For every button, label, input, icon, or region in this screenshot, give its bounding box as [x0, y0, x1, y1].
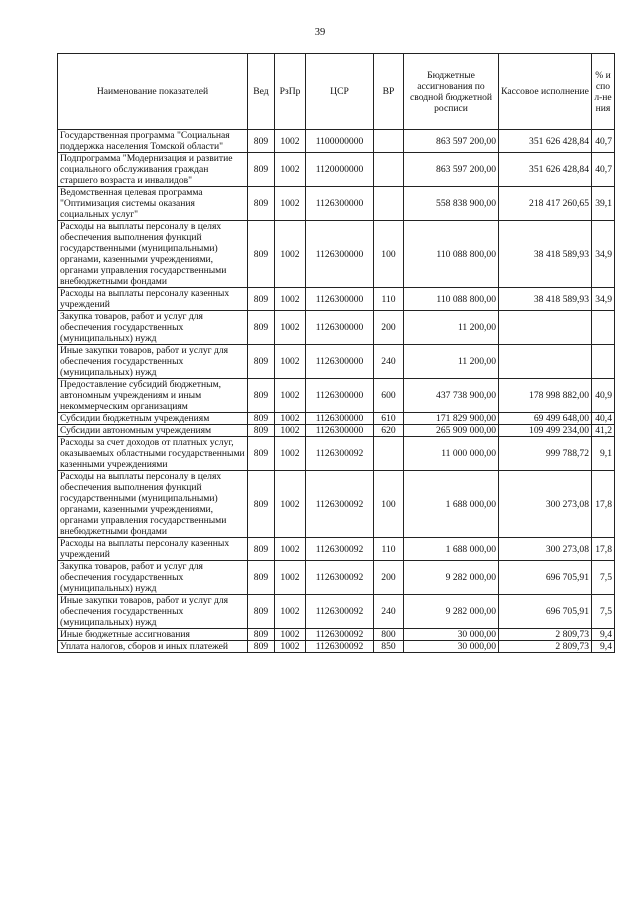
row-cash: 178 998 882,00 — [499, 379, 592, 413]
row-cash: 38 418 589,93 — [499, 288, 592, 311]
row-name: Иные бюджетные ассигнования — [58, 629, 248, 641]
row-rzpr: 1002 — [275, 311, 306, 345]
page-number: 39 — [314, 27, 326, 38]
row-percent: 40,4 — [592, 413, 615, 425]
row-cash: 351 626 428,84 — [499, 153, 592, 187]
row-budget: 1 688 000,00 — [404, 538, 499, 561]
row-vr: 610 — [374, 413, 404, 425]
row-name: Расходы на выплаты персоналу казенных учреждений — [58, 288, 248, 311]
row-ved: 809 — [248, 379, 275, 413]
row-cash: 696 705,91 — [499, 561, 592, 595]
row-vr: 240 — [374, 345, 404, 379]
row-budget: 9 282 000,00 — [404, 595, 499, 629]
row-percent: 7,5 — [592, 595, 615, 629]
header-ved: Вед — [248, 54, 275, 130]
row-csr: 1126300000 — [306, 187, 374, 221]
table-row — [58, 153, 615, 187]
row-ved: 809 — [248, 629, 275, 641]
row-name: Иные закупки товаров, работ и услуг для обеспечения государственных (муниципальных) нужд — [58, 345, 248, 379]
row-ved: 809 — [248, 288, 275, 311]
row-name: Расходы на выплаты персоналу в целях обеспечения выполнения функций государственными (муниципальными) органами, казенными учреждениями, органами управления государственными внебюджетными фондами — [58, 471, 248, 538]
table-row — [58, 471, 615, 538]
row-budget: 110 088 800,00 — [404, 221, 499, 288]
row-ved: 809 — [248, 311, 275, 345]
row-budget: 110 088 800,00 — [404, 288, 499, 311]
row-csr: 1126300092 — [306, 538, 374, 561]
row-ved: 809 — [248, 538, 275, 561]
row-vr: 110 — [374, 288, 404, 311]
row-name: Государственная программа "Социальная поддержка населения Томской области" — [58, 130, 248, 153]
header-csr: ЦСР — [306, 54, 374, 130]
row-vr: 240 — [374, 595, 404, 629]
row-rzpr: 1002 — [275, 641, 306, 653]
row-budget: 863 597 200,00 — [404, 153, 499, 187]
row-name: Подпрограмма "Модернизация и развитие социального обслуживания граждан старшего возраста и инвалидов" — [58, 153, 248, 187]
table-row — [58, 561, 615, 595]
table-row — [58, 130, 615, 153]
row-budget: 11 200,00 — [404, 311, 499, 345]
row-vr: 100 — [374, 471, 404, 538]
row-rzpr: 1002 — [275, 221, 306, 288]
header-cash: Кассовое исполнение — [499, 54, 592, 130]
row-csr: 1120000000 — [306, 153, 374, 187]
table-row — [58, 221, 615, 288]
table-row — [58, 425, 615, 437]
row-percent — [592, 311, 615, 345]
table-row — [58, 413, 615, 425]
row-rzpr: 1002 — [275, 187, 306, 221]
row-name: Расходы на выплаты персоналу в целях обеспечения выполнения функций государственными (муниципальными) органами, казенными учреждениями, органами управления государственными внебюджетными фондами — [58, 221, 248, 288]
table-row — [58, 595, 615, 629]
header-budget: Бюджетные ассигнования по сводной бюджетной росписи — [404, 54, 499, 130]
row-cash: 69 499 648,00 — [499, 413, 592, 425]
row-csr: 1126300092 — [306, 471, 374, 538]
row-name: Уплата налогов, сборов и иных платежей — [58, 641, 248, 653]
table-row — [58, 538, 615, 561]
row-percent: 40,7 — [592, 130, 615, 153]
row-rzpr: 1002 — [275, 595, 306, 629]
row-percent: 9,4 — [592, 641, 615, 653]
row-csr: 1126300092 — [306, 437, 374, 471]
row-name: Иные закупки товаров, работ и услуг для обеспечения государственных (муниципальных) нужд — [58, 595, 248, 629]
row-vr: 800 — [374, 629, 404, 641]
row-csr: 1126300092 — [306, 629, 374, 641]
row-ved: 809 — [248, 187, 275, 221]
row-budget: 30 000,00 — [404, 641, 499, 653]
row-ved: 809 — [248, 413, 275, 425]
row-vr: 110 — [374, 538, 404, 561]
row-ved: 809 — [248, 153, 275, 187]
row-cash: 696 705,91 — [499, 595, 592, 629]
row-budget: 265 909 000,00 — [404, 425, 499, 437]
row-budget: 437 738 900,00 — [404, 379, 499, 413]
row-percent: 7,5 — [592, 561, 615, 595]
row-percent: 34,9 — [592, 221, 615, 288]
row-percent — [592, 345, 615, 379]
table-row — [58, 345, 615, 379]
table-body — [58, 130, 615, 653]
row-percent: 9,1 — [592, 437, 615, 471]
row-ved: 809 — [248, 130, 275, 153]
table-row — [58, 629, 615, 641]
row-ved: 809 — [248, 345, 275, 379]
row-ved: 809 — [248, 471, 275, 538]
row-csr: 1126300000 — [306, 311, 374, 345]
row-percent: 17,8 — [592, 471, 615, 538]
table-row — [58, 288, 615, 311]
header-percent: % испол-нения — [592, 54, 615, 130]
row-rzpr: 1002 — [275, 471, 306, 538]
row-name: Закупка товаров, работ и услуг для обеспечения государственных (муниципальных) нужд — [58, 311, 248, 345]
row-budget: 1 688 000,00 — [404, 471, 499, 538]
row-cash: 300 273,08 — [499, 538, 592, 561]
row-vr — [374, 437, 404, 471]
row-budget: 11 000 000,00 — [404, 437, 499, 471]
row-rzpr: 1002 — [275, 130, 306, 153]
row-ved: 809 — [248, 221, 275, 288]
row-cash — [499, 311, 592, 345]
header-rzpr: РзПр — [275, 54, 306, 130]
header-vr: ВР — [374, 54, 404, 130]
row-csr: 1126300000 — [306, 221, 374, 288]
row-rzpr: 1002 — [275, 413, 306, 425]
table-row — [58, 437, 615, 471]
row-ved: 809 — [248, 437, 275, 471]
table-row — [58, 379, 615, 413]
row-vr: 850 — [374, 641, 404, 653]
row-ved: 809 — [248, 561, 275, 595]
row-csr: 1126300000 — [306, 425, 374, 437]
row-rzpr: 1002 — [275, 437, 306, 471]
budget-execution-table — [57, 53, 615, 653]
row-budget: 11 200,00 — [404, 345, 499, 379]
row-csr: 1126300092 — [306, 595, 374, 629]
header-row — [58, 54, 615, 130]
row-rzpr: 1002 — [275, 561, 306, 595]
row-csr: 1126300000 — [306, 288, 374, 311]
row-percent: 41,2 — [592, 425, 615, 437]
row-cash: 2 809,73 — [499, 629, 592, 641]
row-cash: 2 809,73 — [499, 641, 592, 653]
row-ved: 809 — [248, 595, 275, 629]
row-name: Субсидии автономным учреждениям — [58, 425, 248, 437]
row-vr: 100 — [374, 221, 404, 288]
row-vr: 200 — [374, 561, 404, 595]
row-csr: 1126300000 — [306, 413, 374, 425]
row-csr: 1126300000 — [306, 379, 374, 413]
row-cash — [499, 345, 592, 379]
row-vr — [374, 187, 404, 221]
row-csr: 1126300092 — [306, 561, 374, 595]
row-percent: 40,7 — [592, 153, 615, 187]
row-cash: 218 417 260,65 — [499, 187, 592, 221]
row-ved: 809 — [248, 425, 275, 437]
row-vr: 200 — [374, 311, 404, 345]
row-percent: 9,4 — [592, 629, 615, 641]
row-cash: 351 626 428,84 — [499, 130, 592, 153]
row-rzpr: 1002 — [275, 379, 306, 413]
row-rzpr: 1002 — [275, 345, 306, 379]
row-name: Закупка товаров, работ и услуг для обеспечения государственных (муниципальных) нужд — [58, 561, 248, 595]
row-vr — [374, 130, 404, 153]
row-rzpr: 1002 — [275, 425, 306, 437]
row-name: Ведомственная целевая программа "Оптимизация системы оказания социальных услуг" — [58, 187, 248, 221]
row-budget: 9 282 000,00 — [404, 561, 499, 595]
header-name: Наименование показателей — [58, 54, 248, 130]
row-cash: 300 273,08 — [499, 471, 592, 538]
row-percent: 40,9 — [592, 379, 615, 413]
row-name: Предоставление субсидий бюджетным, автономным учреждениям и иным некоммерческим организациям — [58, 379, 248, 413]
row-csr: 1126300000 — [306, 345, 374, 379]
row-rzpr: 1002 — [275, 538, 306, 561]
row-budget: 30 000,00 — [404, 629, 499, 641]
row-percent: 17,8 — [592, 538, 615, 561]
row-cash: 38 418 589,93 — [499, 221, 592, 288]
row-cash: 999 788,72 — [499, 437, 592, 471]
table-row — [58, 311, 615, 345]
row-budget: 863 597 200,00 — [404, 130, 499, 153]
row-rzpr: 1002 — [275, 153, 306, 187]
row-csr: 1126300092 — [306, 641, 374, 653]
table-row — [58, 187, 615, 221]
row-name: Расходы за счет доходов от платных услуг, оказываемых областными государственными казенными учреждениями — [58, 437, 248, 471]
row-ved: 809 — [248, 641, 275, 653]
row-name: Расходы на выплаты персоналу казенных учреждений — [58, 538, 248, 561]
row-budget: 171 829 900,00 — [404, 413, 499, 425]
row-rzpr: 1002 — [275, 288, 306, 311]
row-name: Субсидии бюджетным учреждениям — [58, 413, 248, 425]
table-row — [58, 641, 615, 653]
row-rzpr: 1002 — [275, 629, 306, 641]
row-vr: 600 — [374, 379, 404, 413]
row-cash: 109 499 234,00 — [499, 425, 592, 437]
row-vr — [374, 153, 404, 187]
row-vr: 620 — [374, 425, 404, 437]
row-csr: 1100000000 — [306, 130, 374, 153]
row-percent: 39,1 — [592, 187, 615, 221]
row-budget: 558 838 900,00 — [404, 187, 499, 221]
row-percent: 34,9 — [592, 288, 615, 311]
